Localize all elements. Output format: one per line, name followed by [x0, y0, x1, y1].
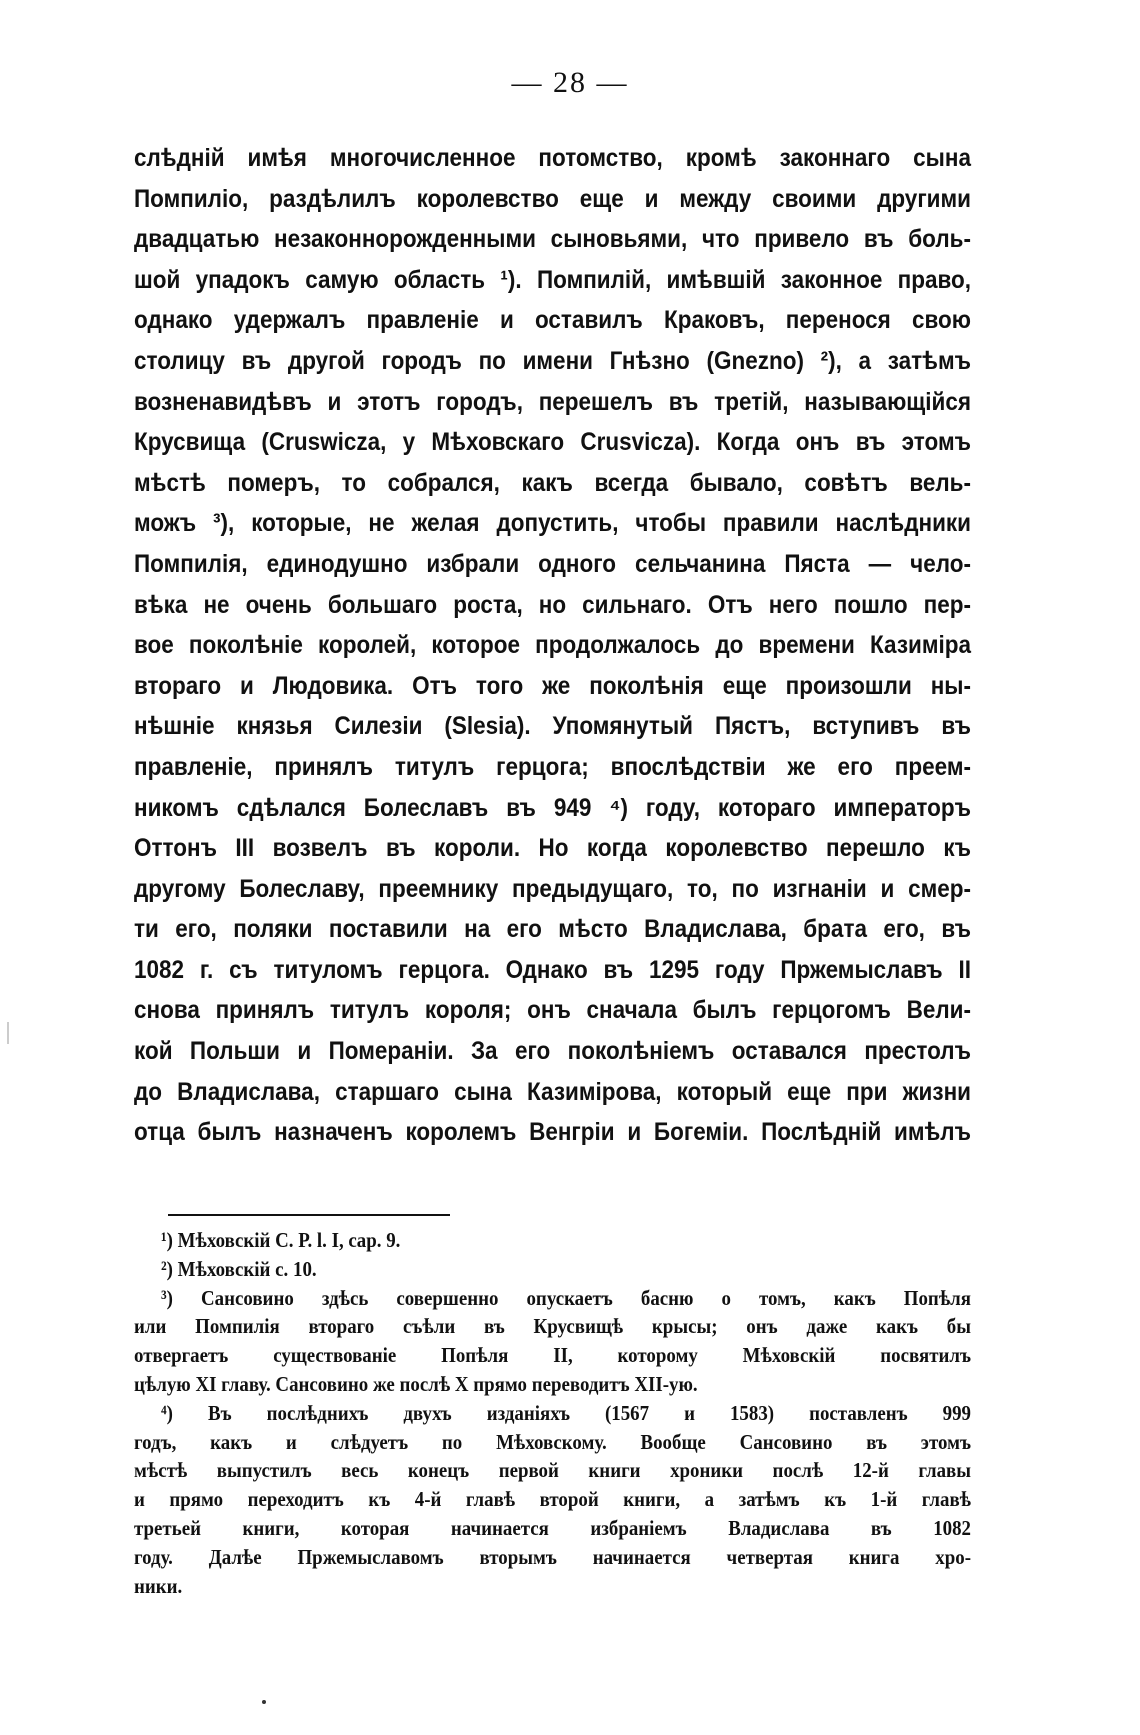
text-line: мѣстѣ померъ, то собрался, какъ всегда бывало, совѣтъ вель- [134, 468, 971, 497]
footnote-3-line: цѣлую XI главу. Сансовино же послѣ X прямо переводитъ XII-ую. [134, 1371, 698, 1396]
text-line: вое поколѣніе королей, которое продолжалось до времени Казиміра [134, 631, 971, 660]
text-line: шой упадокъ самую область ¹). Помпилій, имѣвшій законное право, [134, 265, 971, 294]
footnote-3-line: ³) Сансовино здѣсь совершенно опускаетъ басню о томъ, какъ Попѣля [161, 1285, 971, 1310]
text-line: снова принялъ титулъ короля; онъ сначала былъ герцогомъ Вели- [134, 996, 971, 1025]
footnote-divider [168, 1214, 450, 1216]
text-line: Помпилія, единодушно избрали одного сельчанина Пяста — чело- [134, 549, 971, 578]
footnote-4-line: мѣстѣ выпустилъ весь конецъ первой книги хроники послѣ 12-й главы [134, 1458, 971, 1483]
main-text [134, 138, 971, 1153]
text-line: отца былъ назначенъ королемъ Венгріи и Богеміи. Послѣдній имѣлъ [134, 1118, 971, 1147]
footnote-4-line: году. Далѣе Пржемыславомъ вторымъ начинается четвертая книга хро- [134, 1544, 971, 1569]
text-line: втораго и Людовика. Отъ того же поколѣнія еще произошли ны- [134, 671, 971, 700]
footnote-4-line: ники. [134, 1573, 183, 1598]
footnote-1: ¹) Мѣховскій С. Р. l. I, cap. 9. [161, 1228, 401, 1252]
text-line: столицу въ другой городъ по имени Гнѣзно (Gnezno) ²), а затѣмъ [134, 346, 971, 375]
scan-dot-mark [262, 1700, 266, 1704]
text-line: ти его, поляки поставили на его мѣсто Владислава, брата его, въ [134, 915, 971, 944]
footnotes [134, 1226, 971, 1600]
text-line: Оттонъ III возвелъ въ короли. Но когда королевство перешло къ [134, 834, 971, 863]
text-line: 1082 г. съ титуломъ герцога. Однако въ 1295 году Пржемыславъ II [134, 955, 971, 984]
text-line: нѣшніе князья Силезіи (Slesia). Упомянутый Пястъ, вступивъ въ [134, 712, 971, 741]
page-number: — 28 — [511, 66, 629, 99]
footnote-4-line: и прямо переходитъ къ 4-й главѣ второй книги, а затѣмъ къ 1-й главѣ [134, 1487, 971, 1512]
footnote-4-line: ⁴) Въ послѣднихъ двухъ изданіяхъ (1567 и 1583) поставленъ 999 [161, 1400, 971, 1425]
text-line: можъ ³), которые, не желая допустить, чтобы правили наслѣдники [134, 509, 971, 538]
text-line: слѣдній имѣя многочисленное потомство, кромѣ законнаго сына [134, 144, 971, 172]
footnote-3-line: отвергаетъ существованіе Попѣля II, которому Мѣховскій посвятилъ [134, 1343, 971, 1368]
text-line: вѣка не очень большаго роста, но сильнаго. Отъ него пошло пер- [134, 590, 971, 619]
text-line: другому Болеславу, преемнику предыдущаго, то, по изгнаніи и смер- [134, 874, 971, 903]
text-line: возненавидѣвъ и этотъ городъ, перешелъ въ третій, называющійся [134, 387, 971, 416]
scan-margin-mark [7, 1022, 9, 1044]
text-line: никомъ сдѣлался Болеславъ въ 949 ⁴) году, котораго императоръ [134, 793, 971, 822]
footnote-4-line: годъ, какъ и слѣдуетъ по Мѣховскому. Вообще Сансовино въ этомъ [134, 1429, 971, 1454]
footnote-4-line: третьей книги, которая начинается избраніемъ Владислава въ 1082 [134, 1515, 971, 1540]
text-line: кой Польши и Помераніи. За его поколѣніемъ оставался престолъ [134, 1037, 971, 1066]
footnote-2: ²) Мѣховскій с. 10. [161, 1256, 317, 1281]
text-line: однако удержалъ правленіе и оставилъ Краковъ, перенося свою [134, 306, 971, 335]
text-line: правленіе, принялъ титулъ герцога; впослѣдствіи же его преем- [134, 752, 971, 781]
footnote-3-line: или Помпилія втораго съѣли въ Крусвищѣ крысы; онъ даже какъ бы [134, 1314, 971, 1339]
text-line: до Владислава, старшаго сына Казимірова, который еще при жизни [134, 1077, 971, 1106]
text-line: Крусвища (Cruswicza, у Мѣховскаго Crusvicza). Когда онъ въ этомъ [134, 428, 971, 457]
text-line: Помпиліо, раздѣлилъ королевство еще и между своими другими [134, 184, 971, 213]
text-line: двадцатью незаконнорожденными сыновьями, что привело въ боль- [134, 225, 971, 254]
